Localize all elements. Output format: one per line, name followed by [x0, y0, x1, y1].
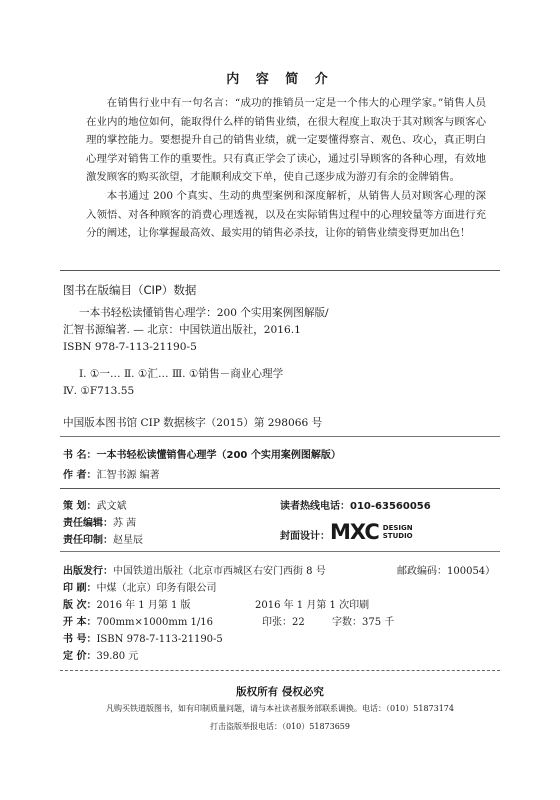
author-row [63, 466, 160, 481]
print-label: 印 刷： [63, 583, 97, 594]
editor-row [63, 514, 136, 529]
publisher-value: 中国铁道出版社（北京市西城区右安门西街 8 号 [113, 566, 326, 577]
cip-line-2: 汇智书源编著. — 北京：中国铁道出版社，2016.1 [63, 324, 301, 336]
planner-label: 策 划： [63, 501, 97, 512]
divider-cip [60, 436, 500, 437]
isbn-value: ISBN 978-7-113-21190-5 [96, 634, 223, 645]
cip-heading: 图书在版编目（CIP）数据 [63, 283, 197, 297]
price-value: 39.80 元 [96, 651, 139, 662]
publisher-row [63, 562, 326, 577]
cip-line-5: Ⅳ. ①F713.55 [63, 385, 135, 397]
format-value: 700mm×1000mm 1/16 [96, 617, 213, 628]
planner-value: 武文斌 [96, 501, 127, 512]
intro-paragraph-1: 在销售行业中有一句名言：“成功的推销员一定是一个伟大的心理学家。”销售人员在业内的地位如何，能取得什么样的销售业绩，在很大程度上取决于其对顾客与顾客心理的掌控能力。要想提升自己的销售业绩，就一定要懂得察言、观色、攻心，真正明白心理学对销售工作的重要性。只有真正学会了读心，通过引导顾客的各种心理，有效地激发顾客的购买欲望，才能顺利成交下单，使自己逐步成为游刃有余的金牌销售。 [86, 97, 487, 184]
copyright-notice: 版权所有 侵权必究 [236, 686, 324, 698]
author-value: 汇智书源 编著 [96, 470, 160, 481]
cip-record-number: 中国版本图书馆 CIP 数据核字（2015）第 298066 号 [63, 417, 323, 429]
cip-line-3: ISBN 978-7-113-21190-5 [63, 341, 197, 353]
cip-line-4: Ⅰ. ①一… Ⅱ. ①汇… Ⅲ. ①销售－商业心理学 [79, 368, 284, 380]
editor-label: 责任编辑： [63, 518, 113, 529]
page-title: 内 容 简 介 [226, 72, 334, 87]
sheets-value: 印张：22 [262, 617, 305, 628]
divider-footer [60, 670, 500, 671]
postcode: 邮政编码：100054） [397, 566, 496, 577]
book-name-value: 一本书轻松读懂销售心理学（200 个实用案例图解版） [96, 450, 341, 461]
design-studio-logo [330, 520, 413, 544]
divider-staff [60, 488, 500, 489]
price-label: 定 价： [63, 651, 97, 662]
print-supervisor-label: 责任印制： [63, 535, 113, 546]
print-supervisor-value: 赵星辰 [113, 535, 143, 546]
logo-text: MXC [330, 519, 379, 544]
book-name-label: 书 名： [63, 450, 97, 461]
format-row [63, 613, 213, 628]
publisher-label: 出版发行： [63, 566, 113, 577]
book-name-row [63, 446, 341, 461]
words-value: 字数：375 千 [332, 617, 395, 628]
intro-paragraph-2: 本书通过 200 个真实、生动的典型案例和深度解析，从销售人员对顾客心理的深入领悟、对各种顾客的消费心理透视，以及在实际销售过程中的心理较量等方面进行充分的阐述，让你掌握最高效、最实用的销售必杀技，让你的销售业绩变得更加出色！ [86, 189, 486, 240]
editor-value: 苏 茜 [113, 518, 137, 529]
cover-design-label: 封面设计： [280, 531, 330, 542]
edition-value: 2016 年 1 月第 1 版 [96, 600, 191, 611]
edition-label: 版 次： [63, 600, 97, 611]
cip-line-1: 一本书轻松读懂销售心理学：200 个实用案例图解版/ [79, 307, 329, 319]
planner-row [63, 497, 126, 512]
logo-subtext: DESIGN STUDIO [382, 524, 413, 540]
piracy-hotline: 打击盗版举报电话：（010）51873659 [210, 722, 350, 731]
printing-value: 2016 年 1 月第 1 次印刷 [255, 600, 370, 611]
isbn-row [63, 630, 223, 645]
printer-row [63, 531, 143, 546]
print-row [63, 579, 216, 594]
content-summary [86, 94, 486, 243]
author-label: 作 者： [63, 470, 97, 481]
isbn-label: 书 号： [63, 634, 97, 645]
price-row [63, 647, 138, 662]
divider-top [60, 270, 500, 271]
quality-notice: 凡购买铁道版图书，如有印制质量问题，请与本社读者服务部联系调换。电话：（010）51873174 [106, 704, 454, 713]
reader-hotline: 读者热线电话：010-63560056 [280, 501, 431, 512]
divider-publishing [60, 551, 500, 552]
format-label: 开 本： [63, 617, 97, 628]
print-value: 中煤（北京）印务有限公司 [96, 583, 217, 594]
edition-row [63, 596, 191, 611]
